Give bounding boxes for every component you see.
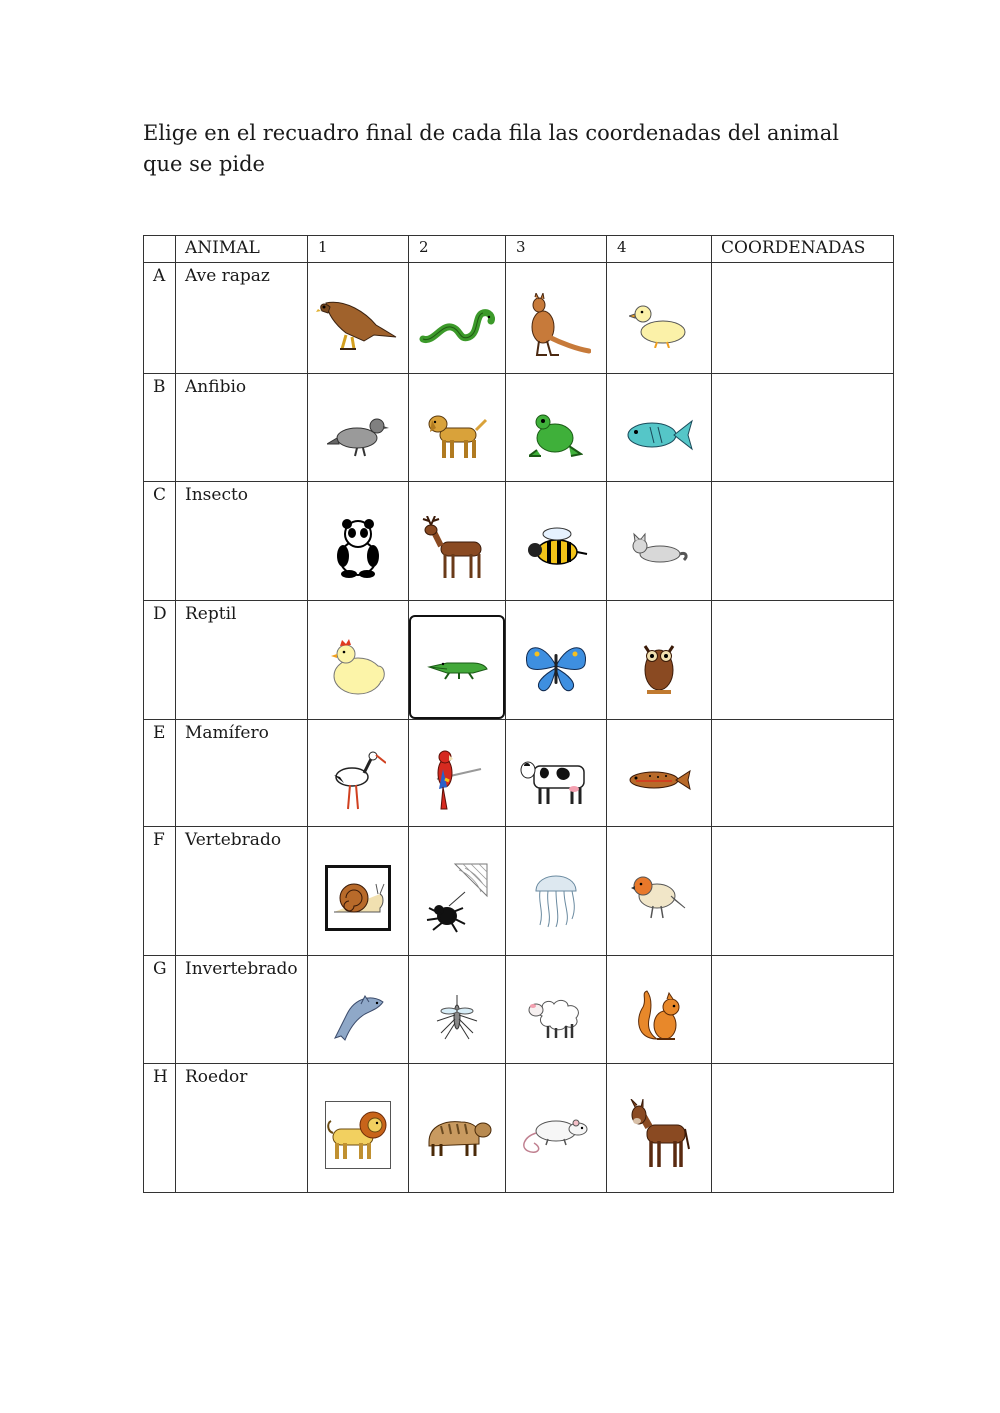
animal-cell[interactable] <box>607 601 712 720</box>
coordinates-answer-cell[interactable] <box>712 956 894 1064</box>
header-col-3: 3 <box>506 236 607 263</box>
animal-cell[interactable] <box>409 263 506 374</box>
row-category: Invertebrado <box>176 956 308 1064</box>
row-category: Roedor <box>176 1064 308 1193</box>
animal-cell[interactable] <box>409 720 506 827</box>
snail-icon <box>330 870 386 926</box>
header-col-4: 4 <box>607 236 712 263</box>
header-col-1: 1 <box>308 236 409 263</box>
mosquito-icon <box>433 993 481 1041</box>
row-letter: D <box>144 601 176 720</box>
table-row <box>144 956 894 1064</box>
coordinates-answer-cell[interactable] <box>712 827 894 956</box>
cow-icon <box>520 754 592 806</box>
animal-cell[interactable] <box>308 601 409 720</box>
duck-icon <box>629 302 689 348</box>
panda-icon <box>333 518 383 578</box>
animal-cell[interactable] <box>409 827 506 956</box>
animal-cell[interactable] <box>506 1064 607 1193</box>
coordinates-answer-cell[interactable] <box>712 482 894 601</box>
stork-icon <box>330 749 386 811</box>
animal-cell[interactable] <box>607 374 712 482</box>
coordinates-answer-cell[interactable] <box>712 1064 894 1193</box>
row-letter: B <box>144 374 176 482</box>
owl-icon <box>639 638 679 696</box>
animal-cell[interactable] <box>506 720 607 827</box>
table-row <box>144 720 894 827</box>
eagle-icon <box>316 295 400 355</box>
header-col-2: 2 <box>409 236 506 263</box>
dolphin-icon <box>331 992 385 1042</box>
coordinates-answer-cell[interactable] <box>712 720 894 827</box>
animal-cell[interactable] <box>308 956 409 1064</box>
header-row <box>144 236 894 263</box>
table-row <box>144 1064 894 1193</box>
fish-icon <box>624 415 694 455</box>
animal-cell[interactable] <box>506 263 607 374</box>
header-corner <box>144 236 176 263</box>
dog-icon <box>424 410 490 460</box>
row-category: Vertebrado <box>176 827 308 956</box>
animal-cell[interactable] <box>409 601 506 720</box>
row-letter: C <box>144 482 176 601</box>
animal-cell[interactable] <box>409 482 506 601</box>
animal-cell[interactable] <box>506 374 607 482</box>
animal-cell[interactable] <box>308 263 409 374</box>
table-row <box>144 601 894 720</box>
coordinates-answer-cell[interactable] <box>712 374 894 482</box>
spider-icon <box>425 862 489 934</box>
jellyfish-icon <box>528 867 584 929</box>
animal-cell[interactable] <box>409 1064 506 1193</box>
lion-icon <box>327 1103 389 1167</box>
butterfly-icon <box>523 640 589 694</box>
animal-cell[interactable] <box>409 374 506 482</box>
robin-icon <box>631 872 687 924</box>
instruction-text: Elige en el recuadro final de cada fila las coordenadas del animal que se pide <box>143 121 839 176</box>
animal-cell[interactable] <box>308 482 409 601</box>
animal-cell[interactable] <box>506 956 607 1064</box>
animal-cell[interactable] <box>308 720 409 827</box>
header-coordinates: COORDENADAS <box>712 236 894 263</box>
parrot-icon <box>431 749 483 811</box>
bee-icon <box>521 526 591 570</box>
coordinates-answer-cell[interactable] <box>712 601 894 720</box>
cat-icon <box>628 532 690 564</box>
animal-cell[interactable] <box>607 720 712 827</box>
row-category: Reptil <box>176 601 308 720</box>
table-row <box>144 263 894 374</box>
animal-cell[interactable] <box>607 1064 712 1193</box>
animal-cell[interactable] <box>308 374 409 482</box>
animal-cell[interactable] <box>607 263 712 374</box>
animal-cell[interactable] <box>607 956 712 1064</box>
animal-cell[interactable] <box>506 601 607 720</box>
kangaroo-icon <box>521 293 591 357</box>
table-row <box>144 827 894 956</box>
animal-cell[interactable] <box>607 827 712 956</box>
row-category: Ave rapaz <box>176 263 308 374</box>
row-letter: H <box>144 1064 176 1193</box>
table-row <box>144 482 894 601</box>
trout-icon <box>626 767 692 793</box>
animal-cell[interactable] <box>506 482 607 601</box>
donkey-icon <box>627 1099 691 1171</box>
animal-cell[interactable] <box>607 482 712 601</box>
table-row <box>144 374 894 482</box>
rat-icon <box>518 1113 594 1157</box>
sheep-icon <box>526 994 586 1040</box>
header-animal: ANIMAL <box>176 236 308 263</box>
row-category: Anfibio <box>176 374 308 482</box>
row-category: Mamífero <box>176 720 308 827</box>
pigeon-icon <box>327 412 389 458</box>
deer-icon <box>421 516 493 580</box>
row-letter: F <box>144 827 176 956</box>
crocodile-icon <box>425 639 489 695</box>
snake-icon <box>419 305 495 345</box>
row-letter: E <box>144 720 176 827</box>
animal-cell[interactable] <box>506 827 607 956</box>
frog-icon <box>529 410 583 460</box>
row-letter: A <box>144 263 176 374</box>
animal-coordinates-table <box>143 235 894 1193</box>
animal-cell[interactable] <box>308 827 409 956</box>
squirrel-icon <box>633 989 685 1045</box>
animal-cell[interactable] <box>308 1064 409 1193</box>
row-category: Insecto <box>176 482 308 601</box>
coordinates-answer-cell[interactable] <box>712 263 894 374</box>
hyena-icon <box>421 1112 493 1158</box>
hen-icon <box>328 636 388 698</box>
row-letter: G <box>144 956 176 1064</box>
animal-cell[interactable] <box>409 956 506 1064</box>
